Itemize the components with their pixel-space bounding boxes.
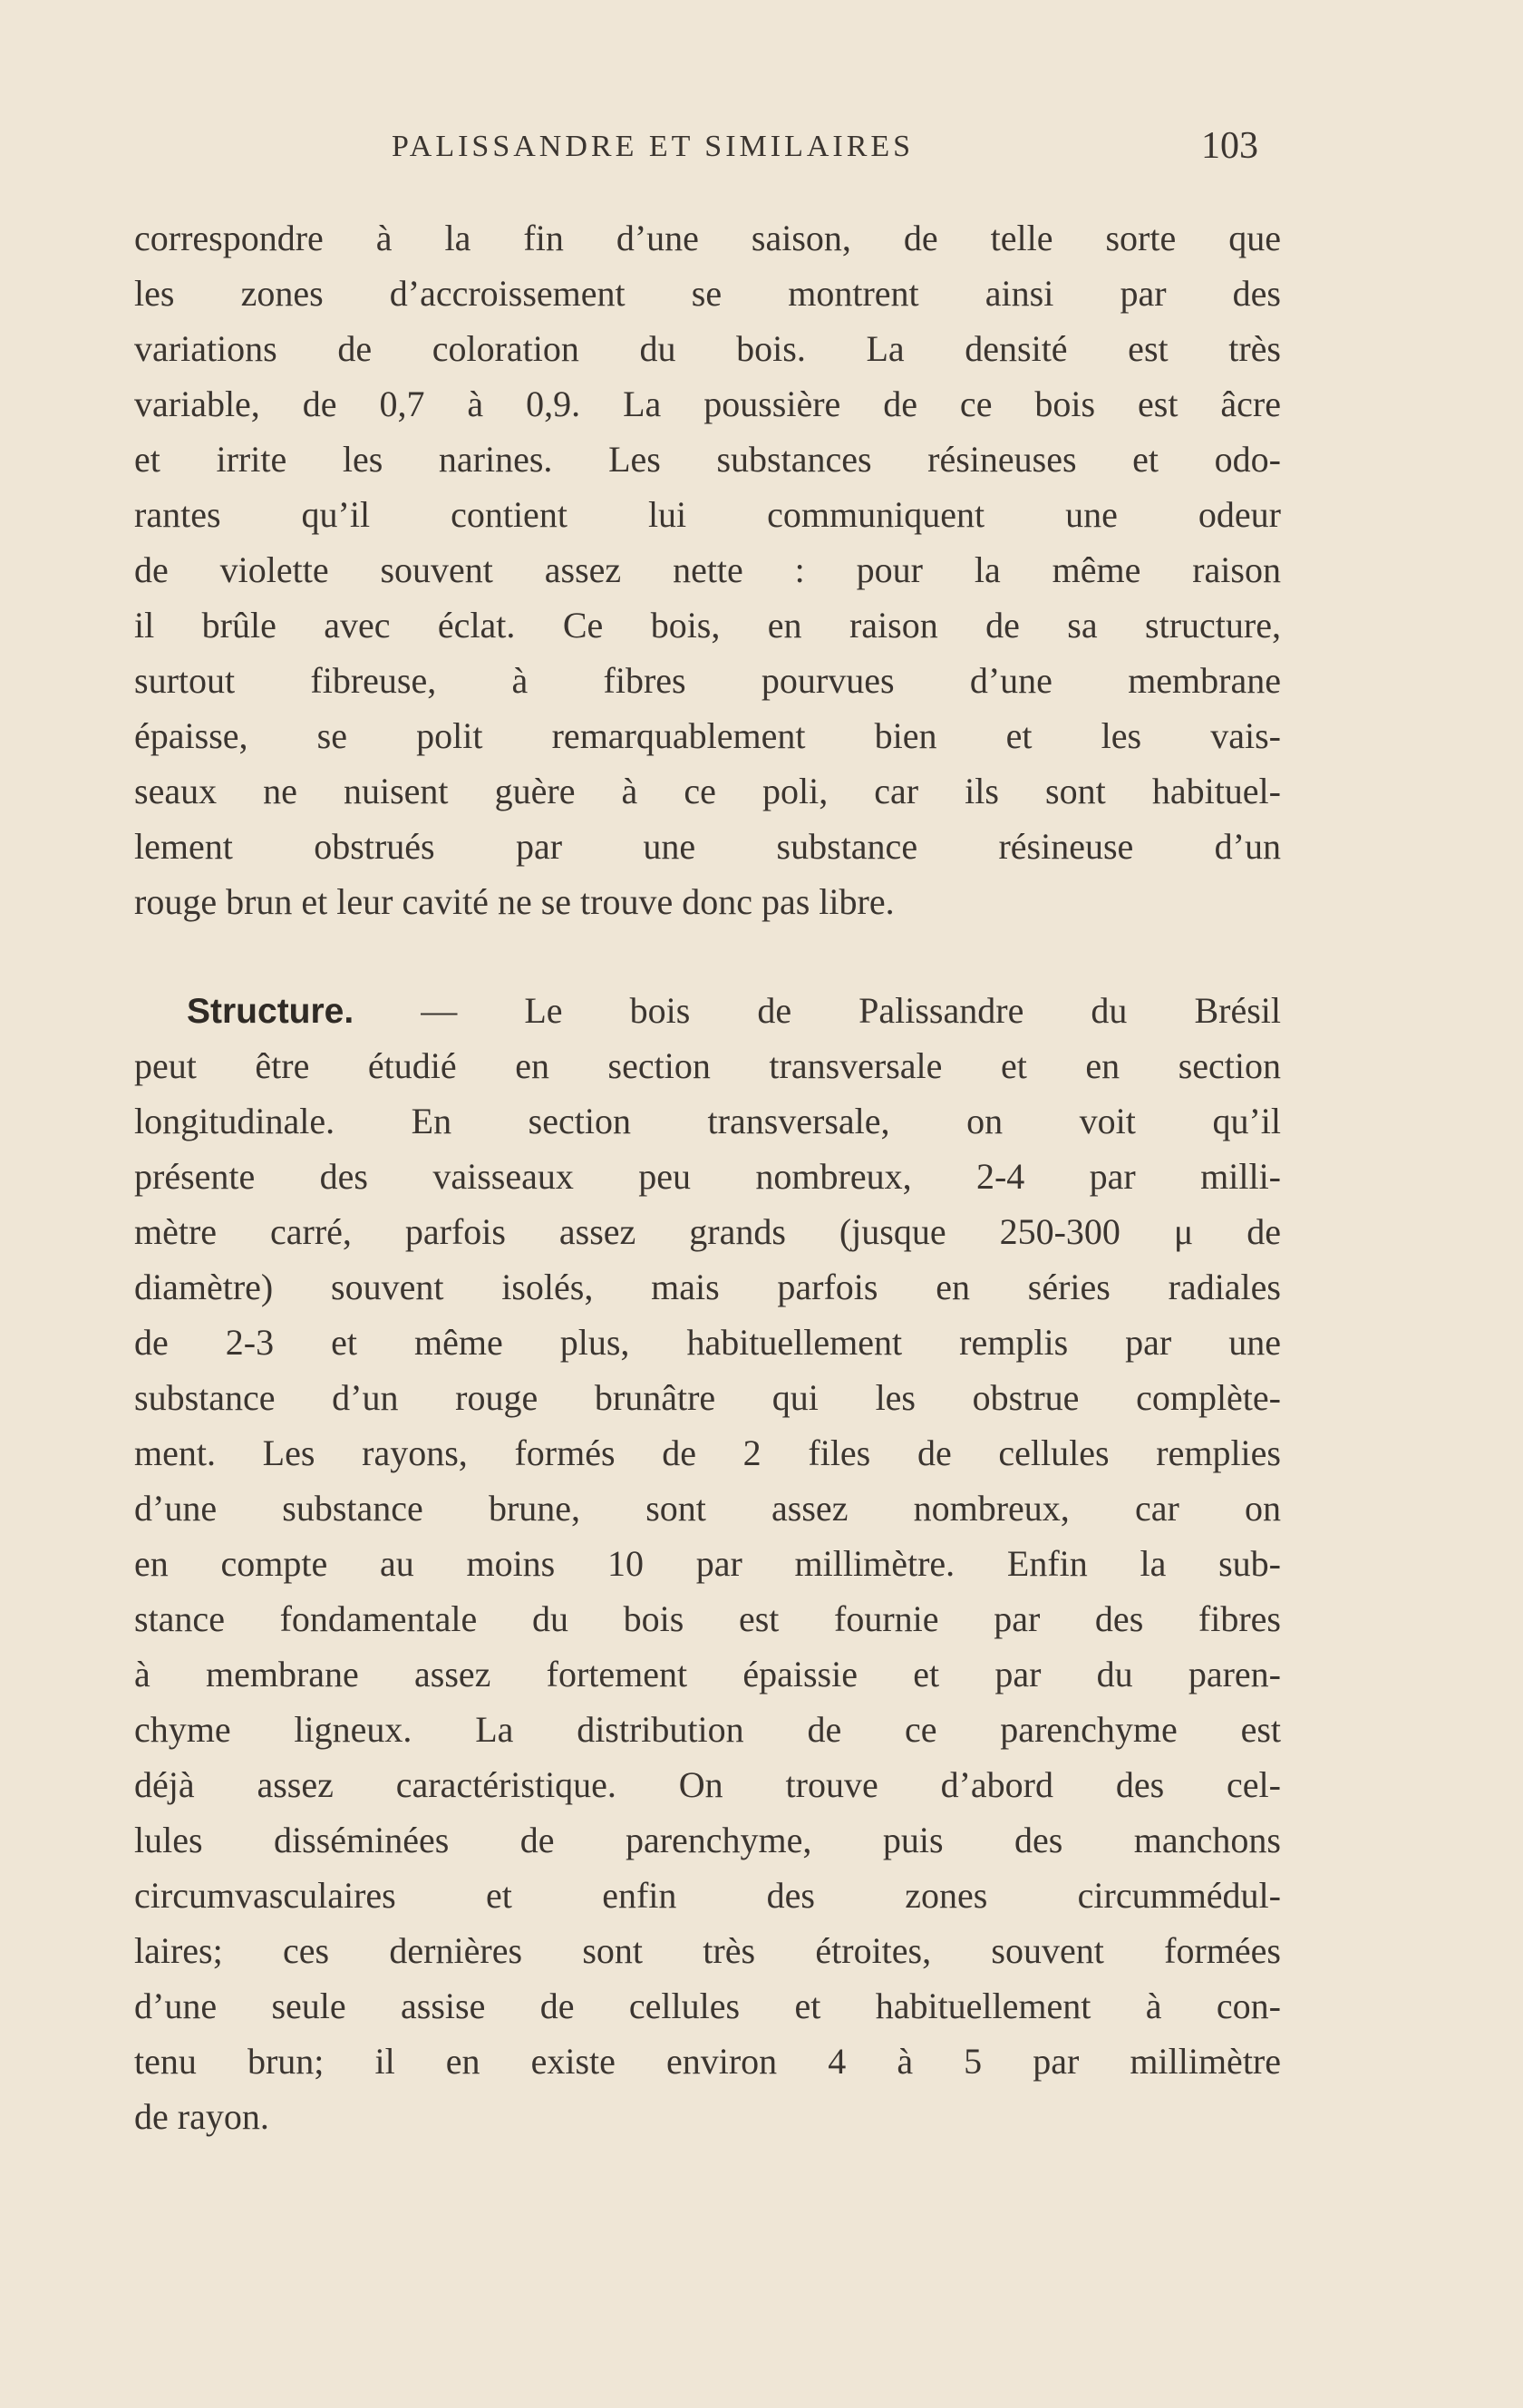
text-line: stance fondamentale du bois est fournie par des fibres (134, 1598, 1281, 1639)
text-line: circumvasculaires et enfin des zones circummédul- (134, 1875, 1281, 1916)
text-line: laires; ces dernières sont très étroites, souvent formées (134, 1930, 1281, 1971)
text-line: ment. Les rayons, formés de 2 files de cellules remplies (134, 1432, 1281, 1473)
text-line: correspondre à la fin d’une saison, de telle sorte que (134, 218, 1281, 258)
running-header: PALISSANDRE ET SIMILAIRES (392, 130, 915, 163)
text-line: de rayon. (134, 2096, 269, 2137)
text-line: longitudinale. En section transversale, on voit qu’il (134, 1101, 1281, 1141)
text-line: substance d’un rouge brunâtre qui les obstrue complète- (134, 1377, 1281, 1418)
text-line: les zones d’accroissement se montrent ainsi par des (134, 273, 1281, 314)
text-line: mètre carré, parfois assez grands (jusque 250-300 μ de (134, 1211, 1281, 1252)
text-line: tenu brun; il en existe environ 4 à 5 par millimètre (134, 2041, 1281, 2082)
text-line: variable, de 0,7 à 0,9. La poussière de ce bois est âcre (134, 384, 1281, 424)
text-line: rouge brun et leur cavité ne se trouve donc pas libre. (134, 881, 895, 922)
text-line: lement obstrués par une substance résineuse d’un (134, 826, 1281, 867)
text-line: variations de coloration du bois. La densité est très (134, 328, 1281, 369)
text-line: de 2-3 et même plus, habituellement remplis par une (134, 1322, 1281, 1363)
text-line: déjà assez caractéristique. On trouve d’abord des cel- (134, 1764, 1281, 1805)
text-line: surtout fibreuse, à fibres pourvues d’une membrane (134, 660, 1281, 701)
text-line: rantes qu’il contient lui communiquent une odeur (134, 494, 1281, 535)
section-first-line-text: — Le bois de Palissandre du Brésil (421, 990, 1281, 1031)
text-line: diamètre) souvent isolés, mais parfois en séries radiales (134, 1267, 1281, 1307)
text-line: et irrite les narines. Les substances résineuses et odo- (134, 439, 1281, 480)
text-line: lules disséminées de parenchyme, puis des manchons (134, 1820, 1281, 1860)
text-line: de violette souvent assez nette : pour la même raison (134, 549, 1281, 590)
section-heading: Structure. (187, 992, 354, 1031)
text-line: d’une substance brune, sont assez nombreux, car on (134, 1488, 1281, 1529)
text-line: il brûle avec éclat. Ce bois, en raison de sa structure, (134, 605, 1281, 646)
text-line: à membrane assez fortement épaissie et par du paren- (134, 1654, 1281, 1694)
section-first-line (187, 983, 1281, 1038)
page-number: 103 (1201, 125, 1258, 167)
text-line: seaux ne nuisent guère à ce poli, car ils sont habituel- (134, 771, 1281, 811)
text-line: peut être étudié en section transversale et en section (134, 1045, 1281, 1086)
text-line: chyme ligneux. La distribution de ce parenchyme est (134, 1709, 1281, 1750)
text-line: d’une seule assise de cellules et habituellement à con- (134, 1986, 1281, 2026)
text-line: épaisse, se polit remarquablement bien et les vais- (134, 715, 1281, 756)
text-line: présente des vaisseaux peu nombreux, 2-4 par milli- (134, 1156, 1281, 1197)
text-line: en compte au moins 10 par millimètre. Enfin la sub- (134, 1543, 1281, 1584)
